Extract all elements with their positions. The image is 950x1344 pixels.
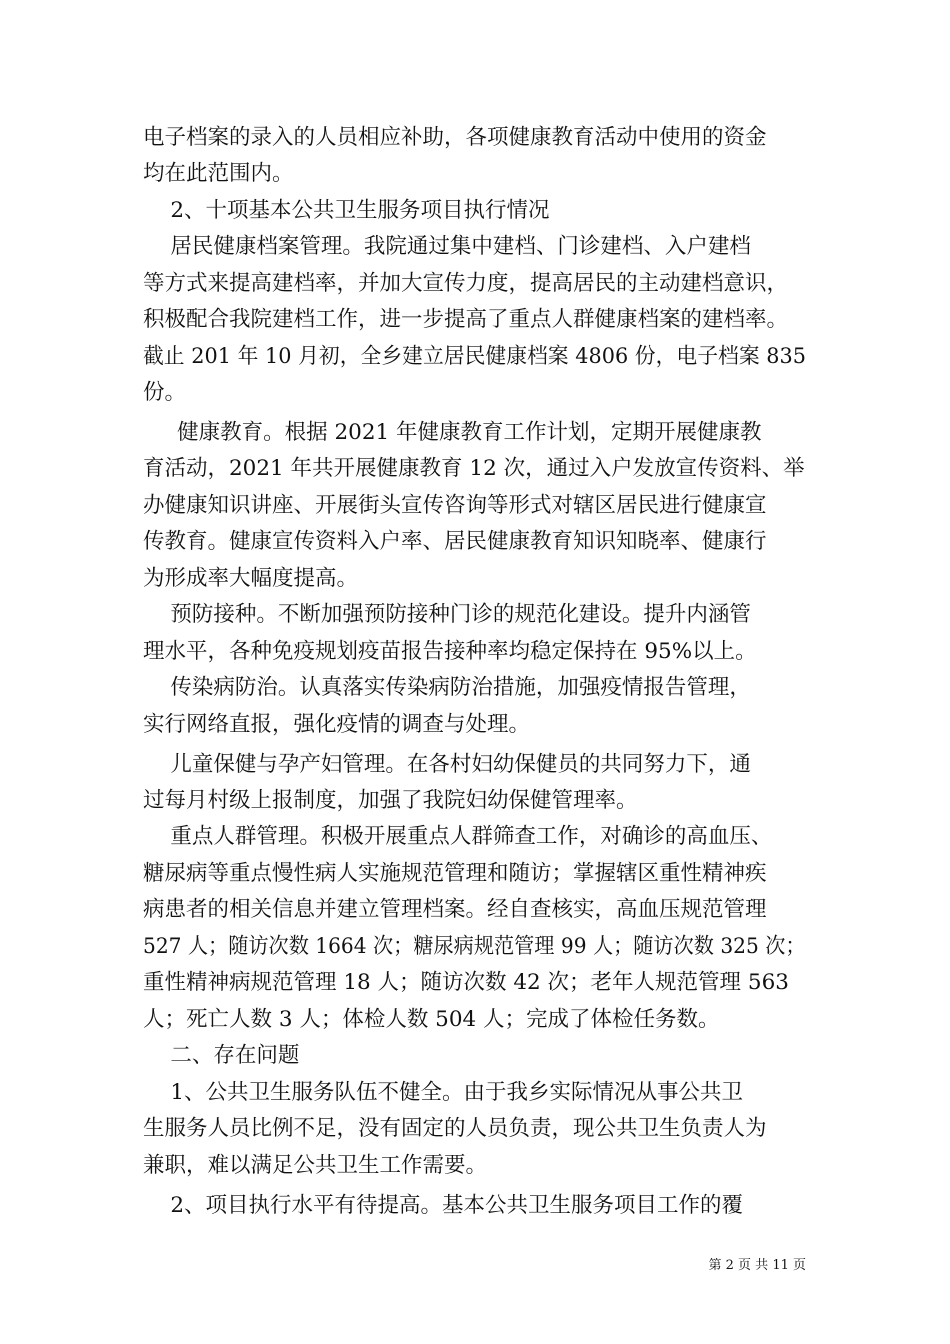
body-text-line: 527 人；随访次数 1664 次；糖尿病规范管理 99 人；随访次数 325 次； — [143, 934, 806, 959]
body-text-line: 等方式来提高建档率，并加大宣传力度，提高居民的主动建档意识， — [143, 271, 789, 296]
section-heading: 二、存在问题 — [143, 1043, 300, 1068]
body-text-line: 过每月村级上报制度，加强了我院妇幼保健管理率。 — [143, 788, 638, 813]
body-text-line: 1、公共卫生服务队伍不健全。由于我乡实际情况从事公共卫 — [143, 1080, 744, 1105]
body-text-line: 病患者的相关信息并建立管理档案。经自查核实，高血压规范管理 — [143, 897, 767, 922]
section-heading: 2、十项基本公共卫生服务项目执行情况 — [143, 198, 550, 223]
body-text-line: 预防接种。不断加强预防接种门诊的规范化建设。提升内涵管 — [143, 602, 751, 627]
body-text-line: 理水平，各种免疫规划疫苗报告接种率均稳定保持在 95%以上。 — [143, 639, 757, 664]
body-text-line: 重性精神病规范管理 18 人；随访次数 42 次；老年人规范管理 563 — [143, 970, 789, 995]
body-text-line: 传染病防治。认真落实传染病防治措施，加强疫情报告管理， — [143, 675, 751, 700]
page-number-footer: 第 2 页 共 11 页 — [708, 1258, 806, 1273]
body-text-line: 重点人群管理。积极开展重点人群筛查工作，对确诊的高血压、 — [143, 824, 773, 849]
body-text-line: 积极配合我院建档工作，进一步提高了重点人群健康档案的建档率。 — [143, 307, 789, 332]
body-text-line: 生服务人员比例不足，没有固定的人员负责，现公共卫生负责人为 — [143, 1116, 767, 1141]
body-text-line: 儿童保健与孕产妇管理。在各村妇幼保健员的共同努力下，通 — [143, 752, 751, 777]
body-text-line: 传教育。健康宣传资料入户率、居民健康教育知识知晓率、健康行 — [143, 529, 767, 554]
body-text-line: 2、项目执行水平有待提高。基本公共卫生服务项目工作的覆 — [143, 1193, 744, 1218]
body-text-line: 均在此范围内。 — [143, 161, 294, 186]
body-text-line: 办健康知识讲座、开展街头宣传咨询等形式对辖区居民进行健康宣 — [143, 493, 767, 518]
body-text-line: 人；死亡人数 3 人；体检人数 504 人；完成了体检任务数。 — [143, 1007, 720, 1032]
body-text-line: 兼职，难以满足公共卫生工作需要。 — [143, 1153, 488, 1178]
body-text-line: 实行网络直报，强化疫情的调查与处理。 — [143, 712, 531, 737]
body-text-line: 育活动，2021 年共开展健康教育 12 次，通过入户发放宣传资料、举 — [143, 456, 805, 481]
body-text-line: 电子档案的录入的人员相应补助，各项健康教育活动中使用的资金 — [143, 125, 767, 150]
body-text-line: 份。 — [143, 380, 187, 405]
body-text-line: 居民健康档案管理。我院通过集中建档、门诊建档、入户建档 — [143, 234, 751, 259]
body-text-line: 糖尿病等重点慢性病人实施规范管理和随访；掌握辖区重性精神疾 — [143, 861, 767, 886]
body-text-line: 健康教育。根据 2021 年健康教育工作计划，定期开展健康教 — [143, 420, 762, 445]
body-text-line: 截止 201 年 10 月初，全乡建立居民健康档案 4806 份，电子档案 835 — [143, 344, 807, 369]
body-text-line: 为形成率大幅度提高。 — [143, 566, 359, 591]
